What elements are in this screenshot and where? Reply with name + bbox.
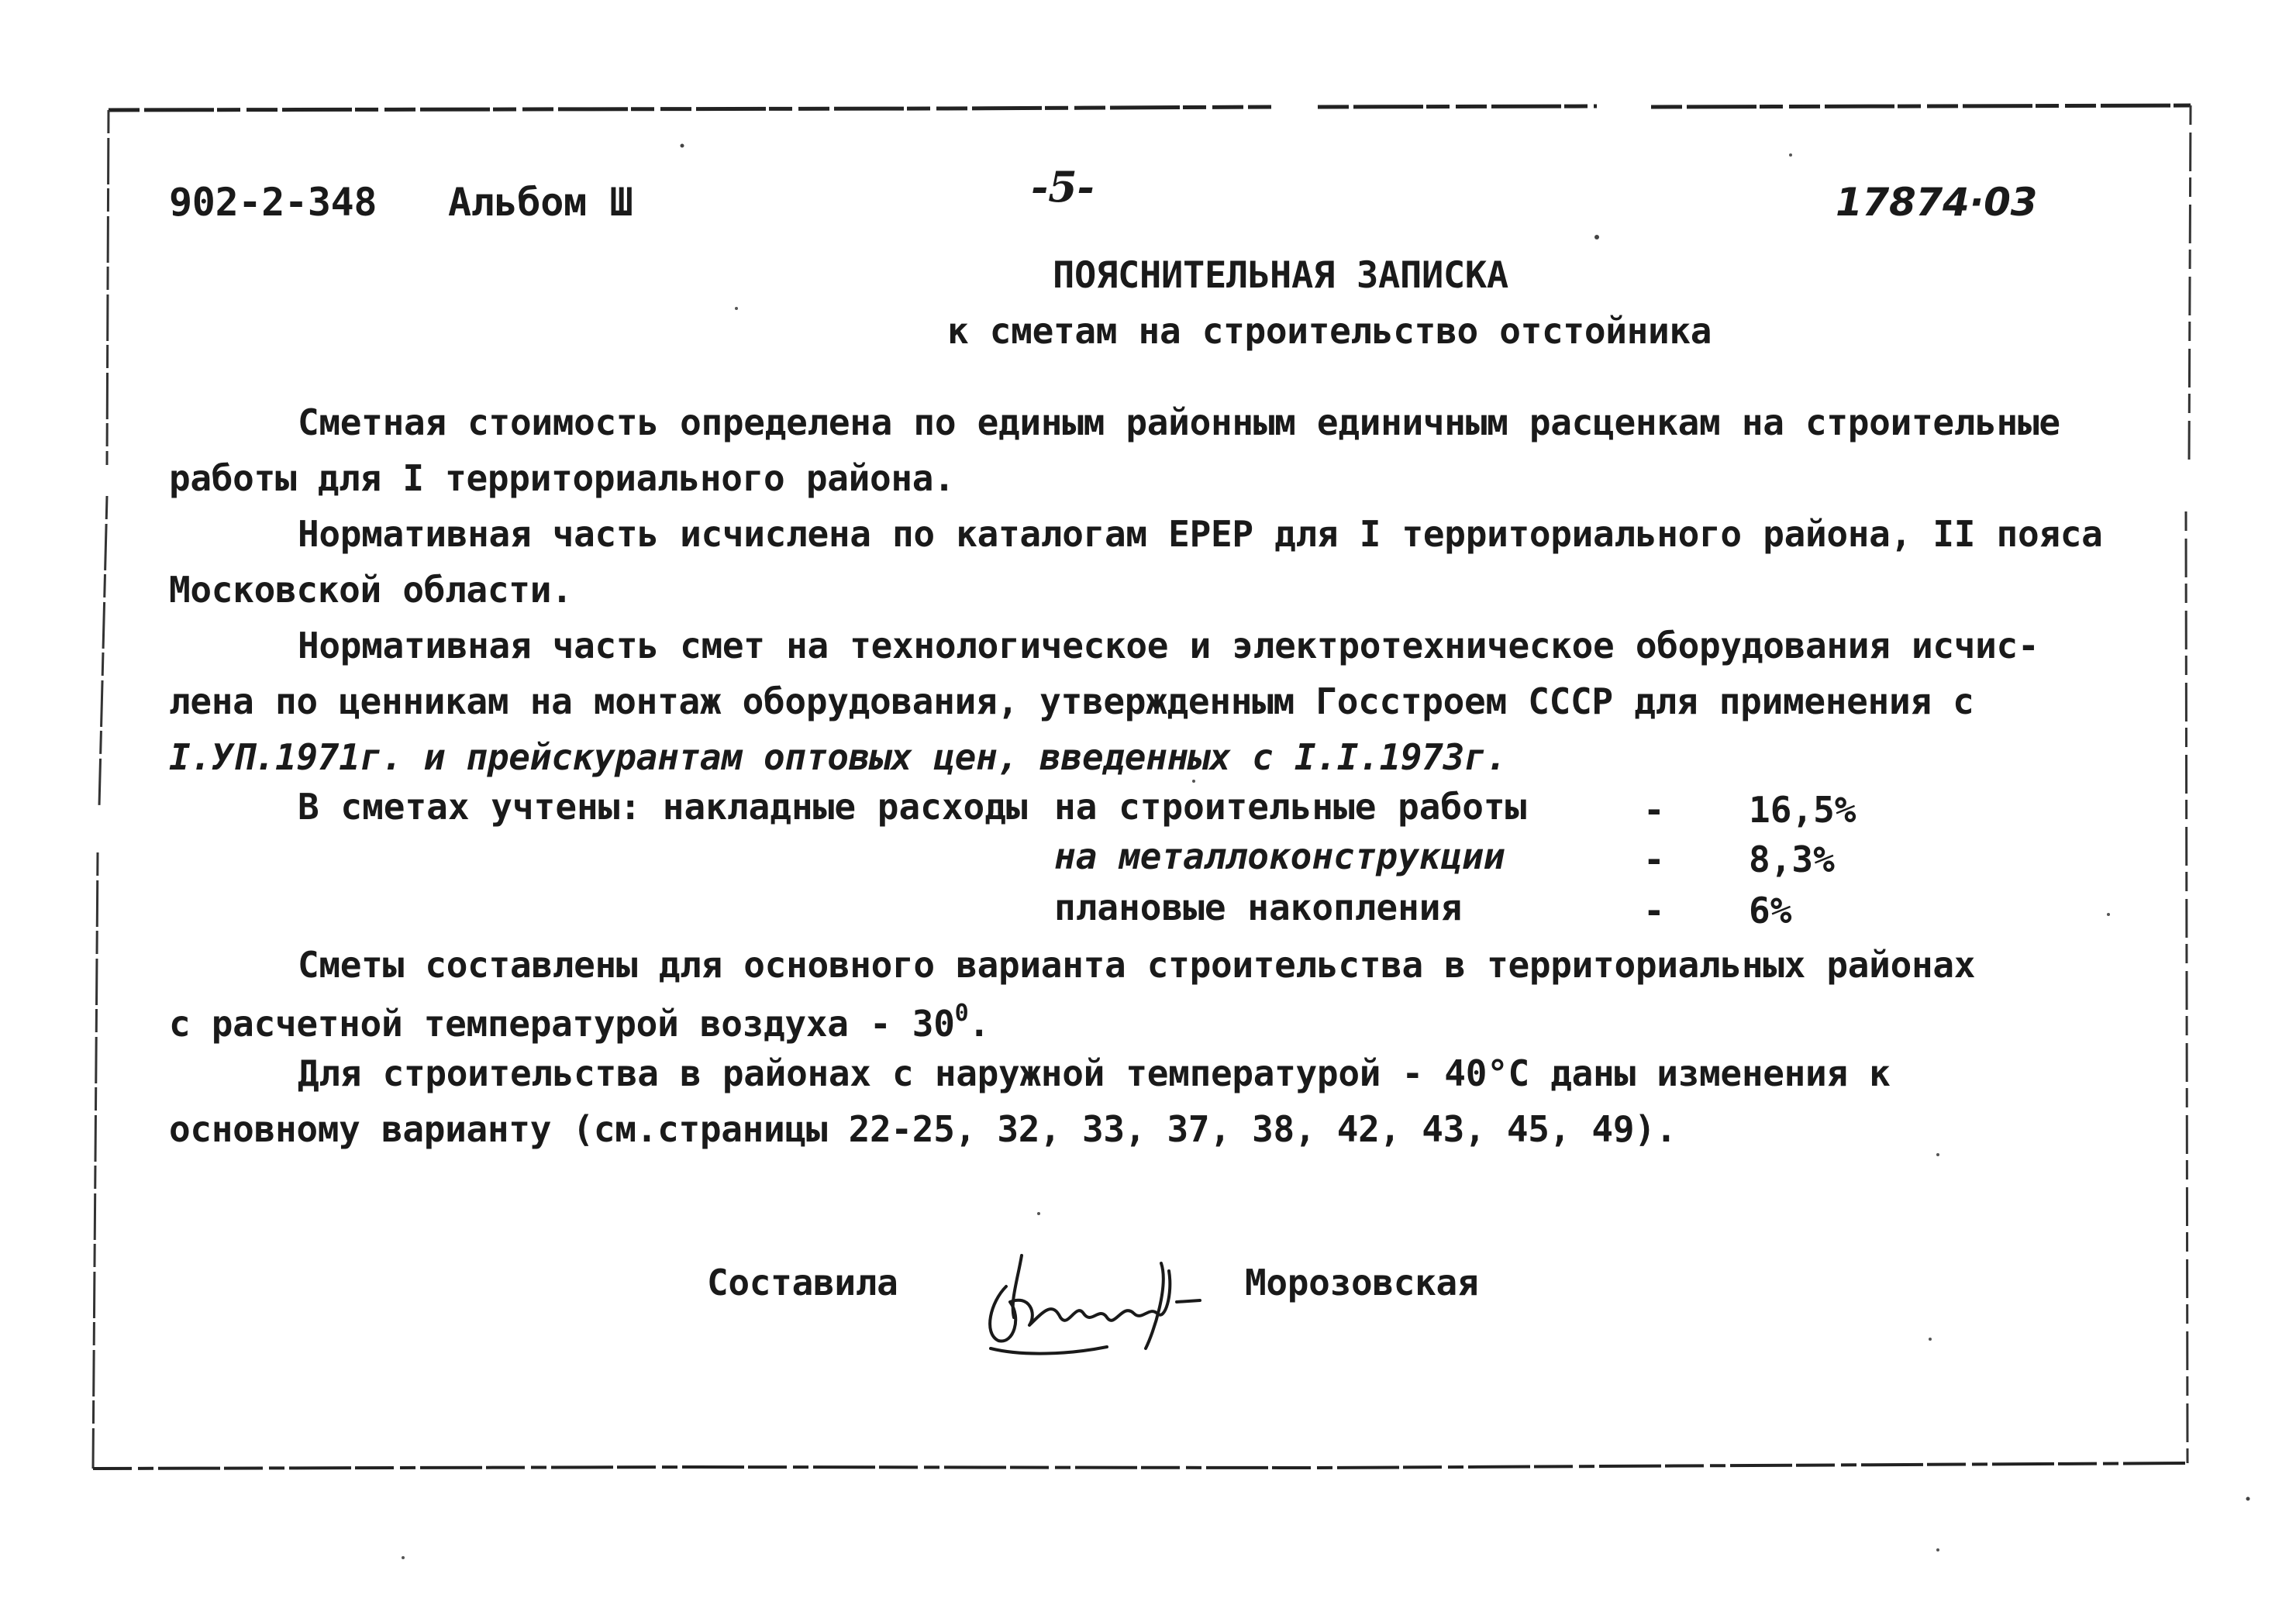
paragraph-6-line-2: основному варианту (см.страницы 22-25, 32, 33, 37, 38, 42, 43, 45, 49). bbox=[169, 1108, 1677, 1150]
cost-item-value: 8,3% bbox=[1749, 839, 1835, 880]
paragraph-1-line-2: работы для I территориального района. bbox=[169, 457, 955, 499]
page-title: ПОЯСНИТЕЛЬНАЯ ЗАПИСКА bbox=[1053, 254, 1508, 297]
cost-item-label: на строительные работы bbox=[1054, 786, 1527, 828]
cost-item-dash: - bbox=[1643, 789, 1665, 831]
paragraph-6-line-1: Для строительства в районах с наружной температурой - 40°С даны изменения к bbox=[298, 1052, 1891, 1094]
paragraph-5-line-2 bbox=[169, 1000, 990, 1045]
cost-item-dash: - bbox=[1643, 839, 1665, 880]
paragraph-2-line-1: Нормативная часть исчислена по каталогам ЕРЕР для I территориального района, II пояса bbox=[298, 513, 2103, 555]
page-number: -5- bbox=[1031, 162, 1095, 212]
cost-item-value: 6% bbox=[1749, 890, 1792, 932]
paragraph-5-text: с расчетной температурой воздуха - 30 bbox=[169, 1003, 955, 1045]
album-label: Альбом Ш bbox=[448, 180, 633, 225]
sheet-number: 17874·03 bbox=[1836, 180, 2038, 225]
compiled-by-label: Составила bbox=[707, 1262, 898, 1303]
cost-item-dash: - bbox=[1643, 890, 1665, 932]
cost-item-label: на металлоконструкции bbox=[1054, 835, 1505, 877]
cost-item-value: 16,5% bbox=[1749, 789, 1856, 831]
paragraph-3-line-1: Нормативная часть смет на технологическое и электротехническое оборудования исчис- bbox=[298, 625, 2039, 666]
paragraph-3-line-3: I.УП.1971г. и прейскурантам оптовых цен, введенных с I.I.1973г. bbox=[169, 736, 1507, 778]
paragraph-3-line-2: лена по ценникам на монтаж оборудования, утвержденным Госстроем СССР для применения с bbox=[169, 680, 1974, 722]
doc-code: 902-2-348 bbox=[169, 180, 377, 225]
signature bbox=[975, 1240, 1239, 1364]
degree-superscript: 0 bbox=[954, 1000, 969, 1027]
page-subtitle: к сметам на строительство отстойника bbox=[947, 310, 1712, 352]
cost-item-label: плановые накопления bbox=[1054, 887, 1463, 928]
paragraph-5-end: . bbox=[968, 1003, 990, 1045]
paragraph-5-line-1: Сметы составлены для основного варианта строительства в территориальных районах bbox=[298, 944, 1976, 986]
paragraph-1-line-1: Сметная стоимость определена по единым районным единичным расценкам на строительные bbox=[298, 401, 2060, 443]
paragraph-2-line-2: Московской области. bbox=[169, 569, 573, 611]
author-name: Морозовская bbox=[1245, 1262, 1479, 1303]
costs-intro: В сметах учтены: накладные расходы bbox=[298, 786, 1028, 828]
